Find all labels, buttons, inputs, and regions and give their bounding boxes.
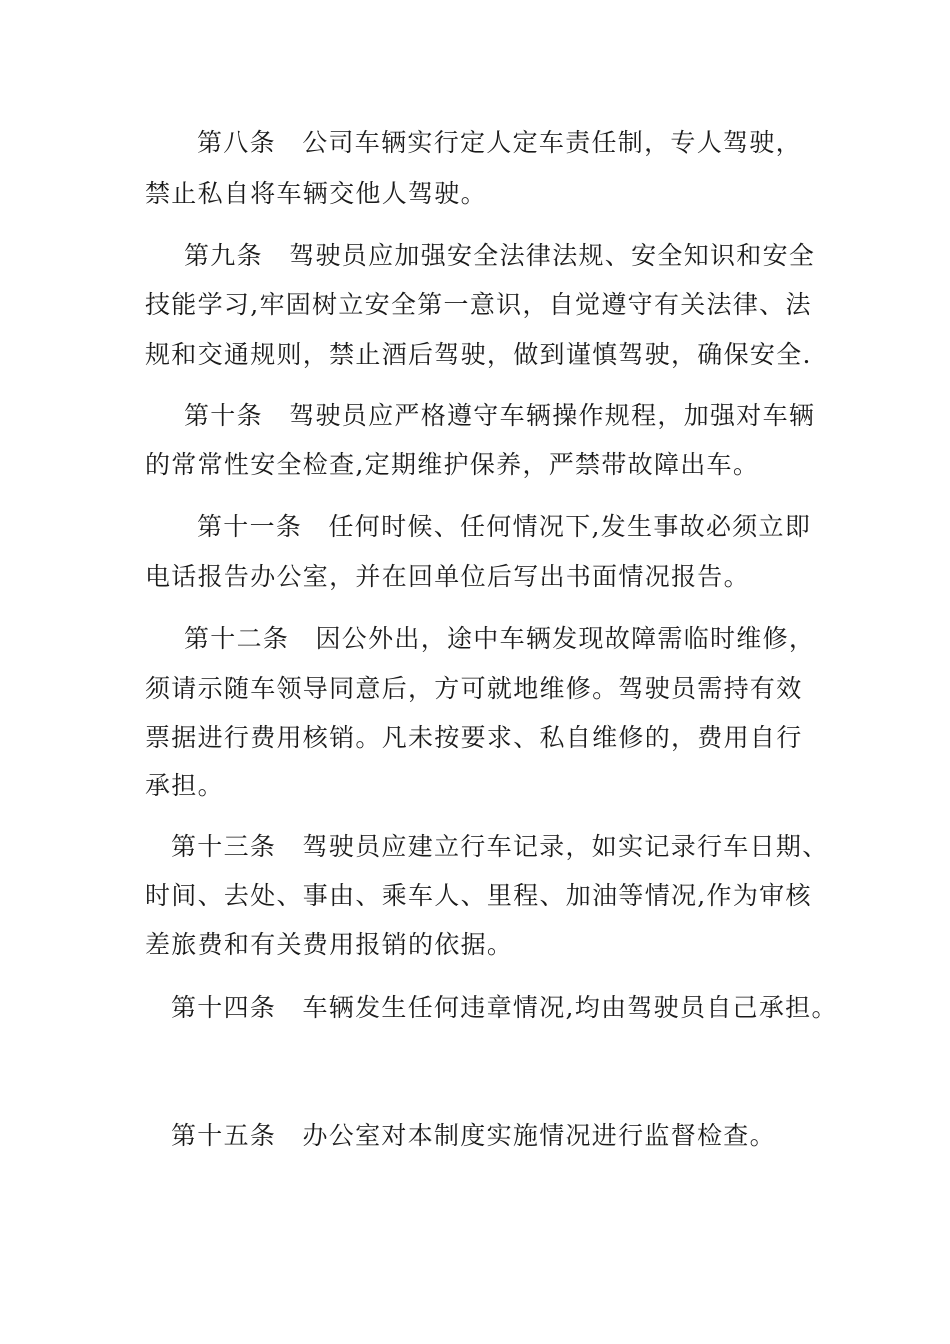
article-9-line-3: 规和交通规则，禁止酒后驾驶，做到谨慎驾驶，确保安全.	[145, 340, 812, 369]
article-12-line-4: 承担。	[145, 771, 224, 800]
article-9-line-1: 第九条 驾驶员应加强安全法律法规、安全知识和安全	[184, 241, 816, 270]
article-8-line-2: 禁止私自将车辆交他人驾驶。	[145, 179, 487, 208]
article-12-line-2: 须请示随车领导同意后，方可就地维修。驾驶员需持有效	[145, 674, 803, 703]
article-9-line-2: 技能学习,牢固树立安全第一意识，自觉遵守有关法律、法	[145, 290, 812, 319]
article-12-line-3: 票据进行费用核销。凡未按要求、私自维修的，费用自行	[145, 723, 803, 752]
article-15-line-1: 第十五条 办公室对本制度实施情况进行监督检查。	[171, 1121, 776, 1150]
article-13-line-3: 差旅费和有关费用报销的依据。	[145, 930, 514, 959]
article-11-line-1: 第十一条 任何时候、任何情况下,发生事故必须立即	[197, 512, 812, 541]
article-10-line-2: 的常常性安全检查,定期维护保养，严禁带故障出车。	[145, 450, 760, 479]
article-10-line-1: 第十条 驾驶员应严格遵守车辆操作规程，加强对车辆	[184, 401, 816, 430]
article-12-line-1: 第十二条 因公外出，途中车辆发现故障需临时维修，	[184, 624, 816, 653]
article-14-line-1: 第十四条 车辆发生任何违章情况,均由驾驶员自己承担。	[171, 993, 838, 1022]
article-8-line-1: 第八条 公司车辆实行定人定车责任制，专人驾驶，	[197, 128, 802, 157]
article-13-line-1: 第十三条 驾驶员应建立行车记录，如实记录行车日期、	[171, 832, 829, 861]
article-11-line-2: 电话报告办公室，并在回单位后写出书面情况报告。	[145, 562, 750, 591]
article-13-line-2: 时间、去处、事由、乘车人、里程、加油等情况,作为审核	[145, 881, 812, 910]
